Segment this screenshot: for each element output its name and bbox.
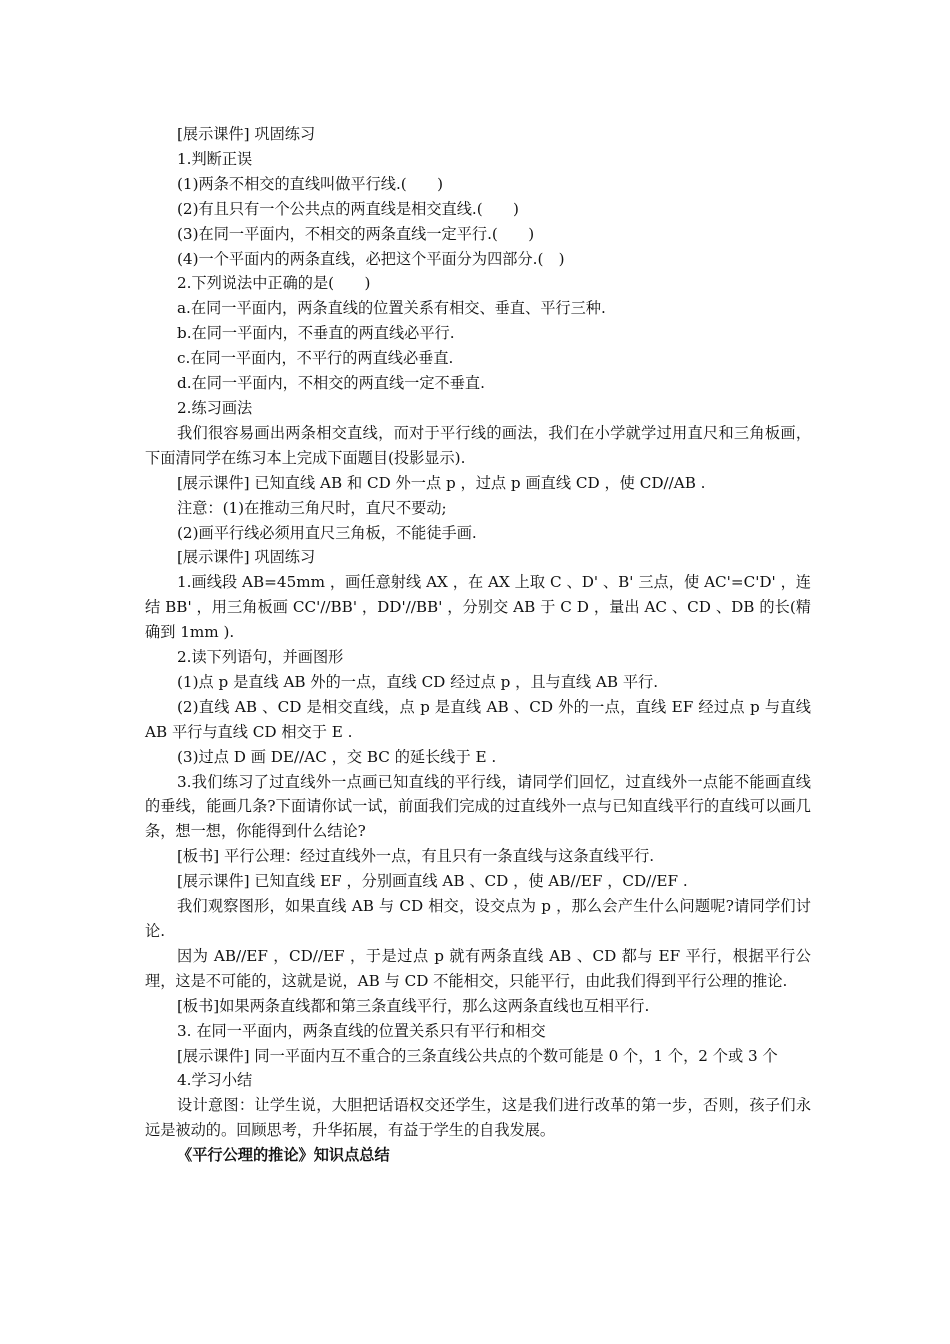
paragraph: 1.判断正误	[177, 149, 253, 168]
paragraph: 因为 AB//EF ，CD//EF ，于是过点 p 就有两条直线 AB 、CD 都与 EF 平行，根据平行公理，这是不可能的，这就是说，AB 与 CD 不能相交，只能平行，由此我们得到平行公理的推论.	[145, 946, 811, 990]
paragraph: 设计意图：让学生说，大胆把话语权交还学生，这是我们进行改革的第一步，否则，孩子们永远是被动的。回顾思考，升华拓展，有益于学生的自我发展。	[145, 1096, 811, 1140]
paragraph: [展示课件] 已知直线 EF ，分别画直线 AB 、CD ，使 AB//EF ，CD//EF .	[177, 872, 688, 891]
paragraph: 1.画线段 AB=45mm ，画任意射线 AX ，在 AX 上取 C 、D' 、B' 三点，使 AC'=C'D' ，连结 BB' ，用三角板画 CC'//BB' ，DD'//BB' ，分别交 AB 于 C D ，量出 AC 、CD 、DB 的长(精确到 1mm ).	[145, 573, 811, 642]
paragraph: 2.下列说法中正确的是( )	[177, 274, 371, 293]
paragraph: 2.练习画法	[177, 398, 253, 417]
paragraph: 2.读下列语句，并画图形	[177, 648, 344, 667]
paragraph: a.在同一平面内，两条直线的位置关系有相交、垂直、平行三种.	[177, 299, 606, 318]
section-heading: 《平行公理的推论》知识点总结	[177, 1146, 390, 1165]
paragraph: b.在同一平面内，不垂直的两直线必平行.	[177, 324, 455, 343]
paragraph: [板书] 平行公理：经过直线外一点，有且只有一条直线与这条直线平行.	[177, 847, 655, 866]
paragraph: [展示课件] 已知直线 AB 和 CD 外一点 p ，过点 p 画直线 CD ，使 CD//AB .	[177, 473, 706, 492]
paragraph: (3)过点 D 画 DE//AC ，交 BC 的延长线于 E .	[177, 747, 497, 766]
paragraph: 3.我们练习了过直线外一点画已知直线的平行线，请同学们回忆，过直线外一点能不能画直线的垂线，能画几条?下面请你试一试，前面我们完成的过直线外一点与已知直线平行的直线可以画几条，想一想，你能得到什么结论?	[145, 772, 811, 841]
paragraph: 我们很容易画出两条相交直线，而对于平行线的画法，我们在小学就学过用直尺和三角板画，下面清同学在练习本上完成下面题目(投影显示).	[145, 423, 811, 467]
paragraph: [展示课件] 巩固练习	[177, 125, 316, 143]
paragraph: 3. 在同一平面内，两条直线的位置关系只有平行和相交	[177, 1021, 546, 1040]
paragraph: (1)两条不相交的直线叫做平行线.( )	[177, 174, 444, 193]
paragraph: (2)直线 AB 、CD 是相交直线，点 p 是直线 AB 、CD 外的一点，直线 EF 经过点 p 与直线 AB 平行与直线 CD 相交于 E .	[145, 697, 811, 741]
paragraph: 4.学习小结	[177, 1071, 253, 1090]
document-page	[145, 122, 811, 1168]
paragraph: (3)在同一平面内，不相交的两条直线一定平行.( )	[177, 224, 535, 243]
paragraph: [板书]如果两条直线都和第三条直线平行，那么这两条直线也互相平行.	[177, 996, 650, 1015]
paragraph: [展示课件] 同一平面内互不重合的三条直线公共点的个数可能是 0 个，1 个，2 个或 3 个	[177, 1046, 778, 1065]
paragraph: d.在同一平面内，不相交的两直线一定不垂直.	[177, 374, 485, 393]
paragraph: (4)一个平面内的两条直线，必把这个平面分为四部分.( )	[177, 249, 565, 268]
paragraph: (2)有且只有一个公共点的两直线是相交直线.( )	[177, 199, 519, 218]
paragraph: c.在同一平面内，不平行的两直线必垂直.	[177, 349, 454, 368]
paragraph: (2)画平行线必须用直尺三角板，不能徒手画.	[177, 523, 477, 542]
paragraph: (1)点 p 是直线 AB 外的一点，直线 CD 经过点 p ，且与直线 AB 平行.	[177, 672, 659, 691]
paragraph: 注意：(1)在推动三角尺时，直尺不要动;	[177, 498, 447, 517]
paragraph: [展示课件] 巩固练习	[177, 548, 316, 567]
paragraph: 我们观察图形，如果直线 AB 与 CD 相交，设交点为 p ，那么会产生什么问题呢?请同学们讨论.	[145, 897, 811, 940]
